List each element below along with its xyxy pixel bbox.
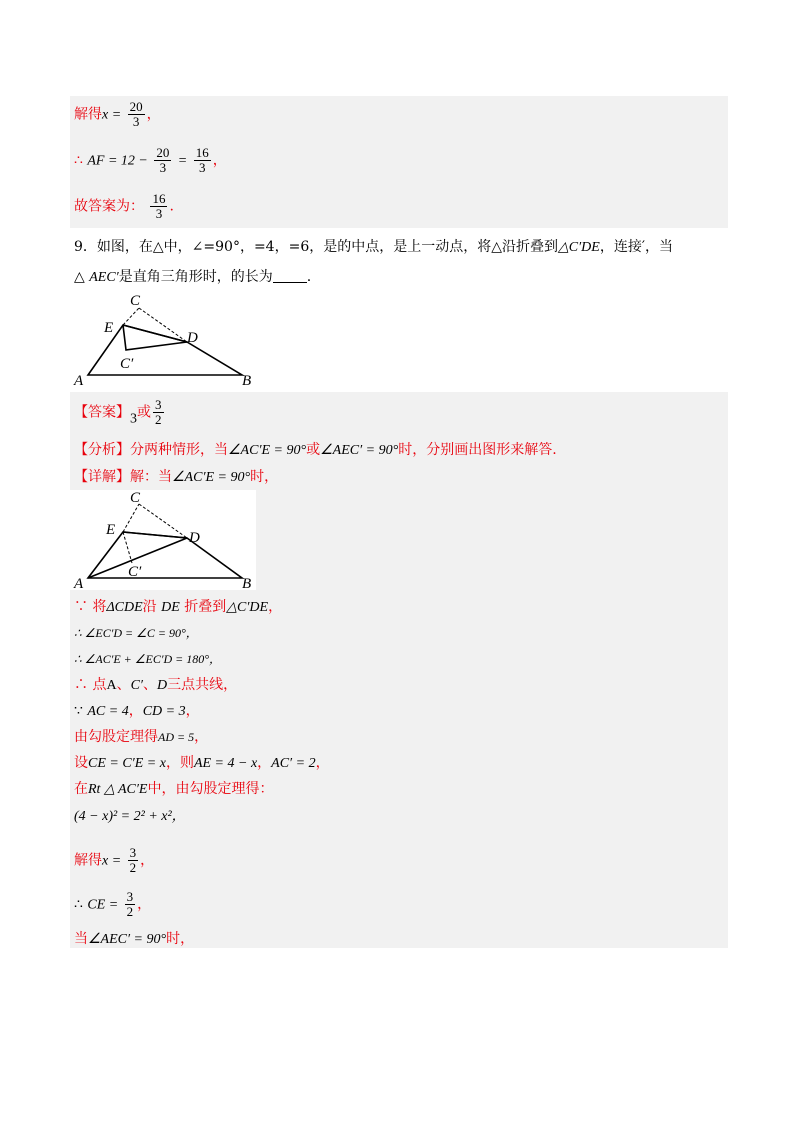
step-9: (4 − x)² = 2² + x²， [74, 809, 186, 824]
step-11: ∴ CE = $\frac{3}{2}$ ， [74, 889, 152, 919]
svg-text:C: C [130, 293, 141, 309]
svg-text:E: E [106, 522, 116, 538]
svg-text:B: B [242, 373, 252, 389]
answer-blank [273, 268, 307, 283]
svg-text:D: D [187, 330, 198, 346]
svg-text:C: C [130, 490, 141, 506]
step-3: ∴ ∠AC′E + ∠EC′D = 180°， [74, 652, 222, 666]
svg-text:A: A [74, 576, 84, 590]
solution-figure [66, 490, 256, 590]
analysis-line: 【分析】分两种情形，当∠AC′E = 90°或∠AEC′ = 90°时，分别画出图形来解答. [74, 442, 557, 458]
detail-line: 【详解】解：当∠AC′E = 90°时， [74, 469, 279, 485]
step-5: ∵ AC = 4，CD = 3， [74, 703, 200, 719]
step-7: 设CE = C′E = x，则AE = 4 − x，AC′ = 2， [74, 755, 330, 771]
question-line-2: △ AEC′是直角三角形时，的长为 . [74, 269, 312, 285]
af-line: ∴ AF = 12 − $\frac{20}{3}$ = $\frac{16}{3}$ ， [74, 145, 227, 175]
svg-text:D: D [189, 530, 200, 546]
svg-text:A: A [74, 373, 84, 389]
step-2: ∴ ∠EC′D = ∠C = 90°， [74, 626, 198, 640]
svg-text:E: E [104, 320, 114, 336]
answer-line-prev: 故答案为： $\frac{16}{3}$ . [74, 191, 174, 221]
step-8: 在Rt △ AC′E中，由勾股定理得： [74, 781, 274, 797]
step-4: ∴ 点A、C′、D三点共线， [74, 677, 238, 693]
step-12: 当∠AEC′ = 90°时， [74, 931, 195, 947]
svg-text:C′: C′ [120, 356, 134, 372]
question-line-1: 9．如图，在△中，∠=90°，=4，=6，是的中点，是上一动点，将△沿折叠到△C′DE，连接′，当 [74, 239, 674, 255]
solve-x-line: 解得x = $\frac{20}{3}$ ， [74, 99, 161, 129]
svg-text:C′: C′ [128, 564, 142, 580]
answer-line: 【答案】3或 $\frac{3}{2}$ [74, 397, 162, 427]
step-1: ∵ 将ΔCDE沿 DE 折叠到△C′DE， [74, 599, 283, 615]
question-figure [66, 290, 266, 390]
svg-text:B: B [242, 576, 252, 590]
step-10: 解得x = $\frac{3}{2}$ ， [74, 845, 155, 875]
step-6: 由勾股定理得AD = 5， [74, 729, 209, 745]
